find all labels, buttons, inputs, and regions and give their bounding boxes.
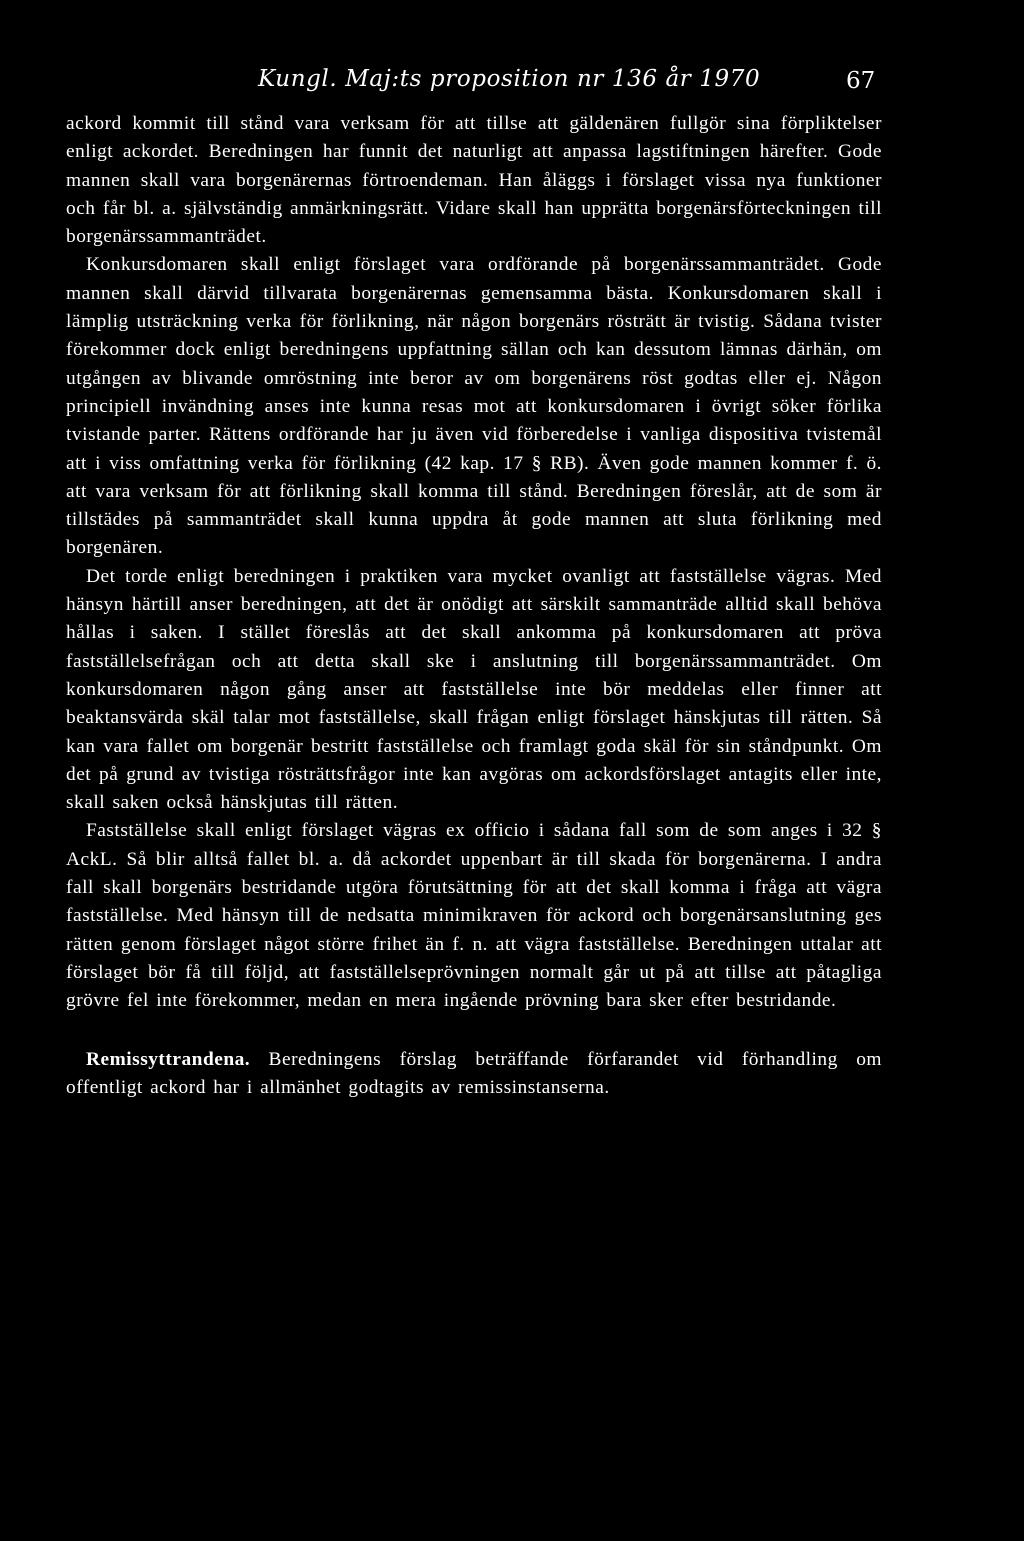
remiss-heading: Remissyttrandena. xyxy=(86,1048,251,1070)
paragraph: Det torde enligt beredningen i praktiken vara mycket ovanligt att fastställelse vägras. Med hänsyn härtill anser beredningen, att det är onödigt att särskilt sammanträde alltid skall behöva hållas i saken. I stället föreslås att det skall ankomma på konkursdomaren att pröva fastställelsefrågan och att detta skall ske i anslutning till borgenärssammanträdet. Om konkursdomaren någon gång anser att fastställelse inte bör meddelas eller finner att beaktansvärda skäl talar mot fastställelse, skall frågan enligt förslaget hänskjutas till rätten. Så kan vara fallet om borgenär bestritt fastställelse och framlagt goda skäl för sin ståndpunkt. Om det på grund av tvistiga rösträttsfrågor inte kan avgöras om ackordsförslaget antagits eller inte, skall saken också hänskjutas till rätten. xyxy=(66,565,882,814)
paragraph: Fastställelse skall enligt förslaget vägras ex officio i sådana fall som de som anges i 32 § AckL. Så blir alltså fallet bl. a. då ackordet uppenbart är till skada för borgenärerna. I andra fall skall borgenärs bestridande utgöra förutsättning för att det skall komma i fråga att vägra fastställelse. Med hänsyn till de nedsatta minimikraven för ackord och borgenärsanslutning ges rätten genom förslaget något större frihet än f. n. att vägra fastställelse. Beredningen uttalar att förslaget bör få till följd, att fastställelseprövningen normalt går ut på att tillse att påtagliga grövre fel inte förekommer, medan en mera ingående prövning bara sker efter bestridande. xyxy=(66,820,882,1012)
running-title: Kungl. Maj:ts proposition nr 136 år 1970 xyxy=(258,66,761,92)
body-text xyxy=(66,110,882,1102)
remiss-paragraph xyxy=(66,1046,882,1103)
page-header xyxy=(0,66,1024,100)
paragraph: Konkursdomaren skall enligt förslaget vara ordförande på borgenärssammanträdet. Gode mannen skall därvid tillvarata borgenärernas gemensamma bästa. Konkursdomaren skall i lämplig utsträckning verka för förlikning, när någon borgenärs rösträtt är tvistig. Sådana tvister förekommer dock enligt beredningens uppfattning sällan och kan dessutom lämnas därhän, om utgången av blivande omröstning inte beror av om borgenärens röst godtas eller ej. Någon principiell invändning anses inte kunna resas mot att konkursdomaren i övrigt söker förlika tvistande parter. Rättens ordförande har ju även vid förberedelse i vanliga dispositiva tvistemål att i viss omfattning verka för förlikning (42 kap. 17 § RB). Även gode mannen kommer f. ö. att vara verksam för att förlikning skall komma till stånd. Beredningen föreslår, att de som är tillstädes på sammanträdet skall kunna uppdra åt gode mannen att sluta förlikning med borgenären. xyxy=(66,254,882,559)
paragraph: ackord kommit till stånd vara verksam för att tillse att gäldenären fullgör sina förpliktelser enligt ackordet. Beredningen har funnit det naturligt att anpassa lagstiftningen härefter. Gode mannen skall vara borgenärernas förtroendeman. Han åläggs i förslaget vissa nya funktioner och får bl. a. självständig anmärkningsrätt. Vidare skall han upprätta borgenärsförteckningen till borgenärssammanträdet. xyxy=(66,113,882,248)
remiss-text: Beredningens förslag beträffande förfarandet vid förhandling om offentligt ackord har i allmänhet godtagits av remissinstanserna. xyxy=(66,1048,882,1098)
page-number: 67 xyxy=(846,68,876,94)
